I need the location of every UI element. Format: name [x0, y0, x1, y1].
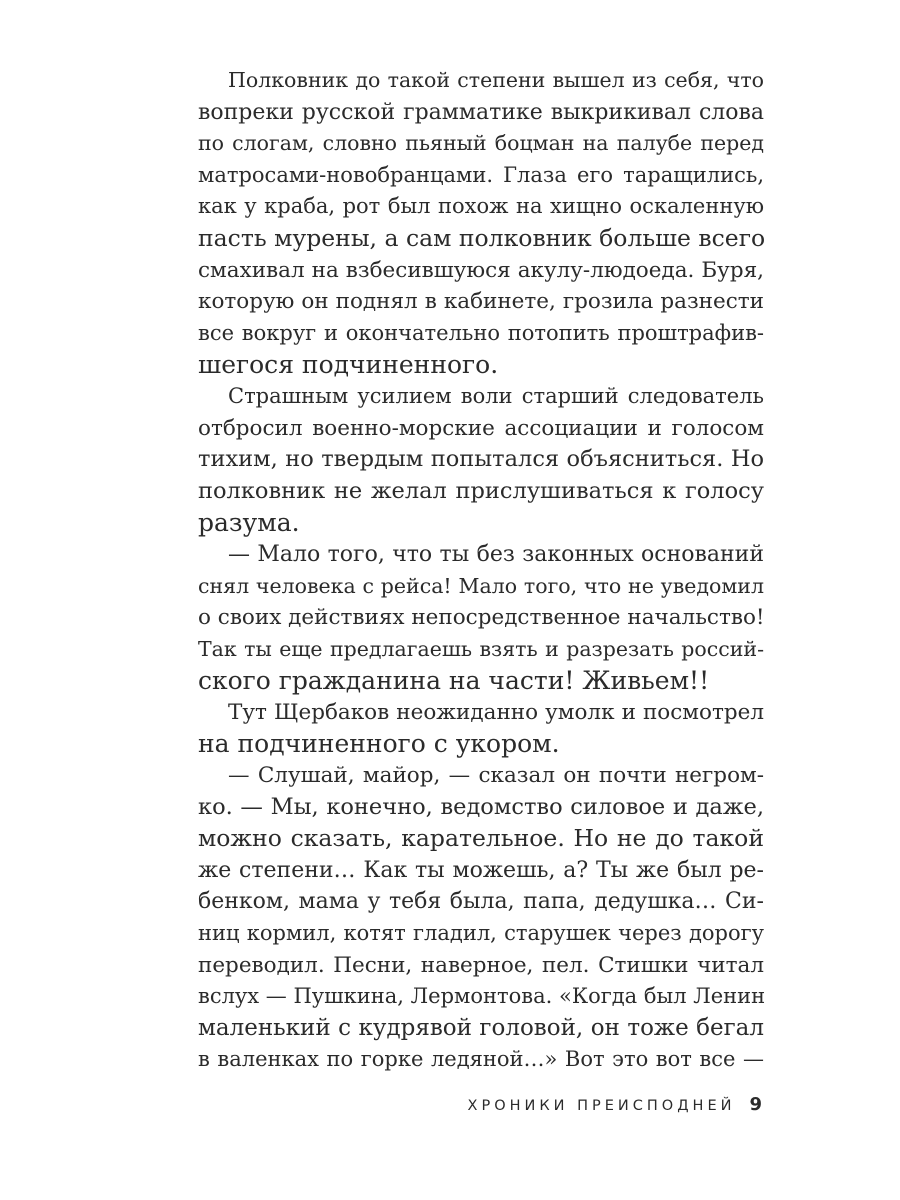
paragraph [198, 65, 764, 381]
paragraph [198, 697, 764, 760]
text-line: отбросил военно-морские ассоциации и голосом [198, 415, 764, 441]
text-line: на подчиненного с укором. [198, 729, 560, 759]
text-line: пасть мурены, а сам полковник больше всего [198, 223, 766, 252]
text-line: — Слушай, майор, — сказал он почти негром- [228, 763, 764, 789]
text-line: же степени… Как ты можешь, а? Ты же был ре- [198, 857, 764, 883]
paragraph [198, 539, 764, 697]
page-number: 9 [749, 1094, 762, 1115]
text-line: переводил. Песни, наверное, пел. Стишки читал [198, 952, 764, 978]
text-line: которую он поднял в кабинете, грозила разнести [198, 289, 764, 315]
text-line: в валенках по горке ледяной…» Вот это вот все — [198, 1047, 764, 1072]
text-line: ниц кормил, котят гладил, старушек через дорогу [198, 921, 764, 946]
text-line: маленький с кудрявой головой, он тоже бегал [198, 1014, 764, 1041]
text-line: Так ты еще предлагаешь взять и разрезать россий- [198, 636, 764, 661]
text-line: Полковник до такой степени вышел из себя, что [228, 68, 764, 92]
text-line: матросами-новобранцами. Глаза его таращились, [198, 162, 764, 187]
text-line: снял человека с рейса! Мало того, что не уведомил [198, 573, 764, 598]
text-line: вопреки русской грамматике выкрикивал слова [198, 99, 764, 125]
paragraph [198, 381, 764, 539]
text-line: о своих действиях непосредственное начальство! [198, 605, 765, 631]
paragraph [198, 760, 764, 1076]
text-line: разума. [198, 508, 300, 538]
page-footer [468, 1094, 762, 1115]
text-line: ко. — Мы, конечно, ведомство силовое и даже, [198, 793, 764, 820]
text-line: смахивал на взбесившуюся акулу-людоеда. Буря, [198, 257, 764, 283]
text-line: ского гражданина на части! Живьем!! [198, 666, 710, 696]
text-line: Тут Щербаков неожиданно умолк и посмотрел [228, 699, 764, 725]
text-line: вслух — Пушкина, Лермонтова. «Когда был Ленин [198, 984, 766, 1009]
text-line: шегося подчиненного. [198, 350, 499, 380]
text-line: по слогам, словно пьяный боцман на палубе перед [198, 131, 764, 156]
text-line: бенком, мама у тебя была, папа, дедушка… Си- [198, 889, 764, 915]
running-title: ХРОНИКИ ПРЕИСПОДНЕЙ [467, 1098, 736, 1114]
body-text [198, 65, 764, 1076]
text-line: все вокруг и окончательно потопить проштрафив- [198, 320, 764, 345]
text-line: можно сказать, карательное. Но не до такой [198, 824, 764, 853]
text-line: как у краба, рот был похож на хищно оскаленную [198, 194, 764, 219]
text-line: тихим, но твердым попытался объясниться. Но [198, 446, 764, 473]
text-line: Страшным усилием воли старший следователь [228, 383, 764, 408]
text-line: полковник не желал прислушиваться к голосу [198, 477, 764, 504]
text-line: — Мало того, что ты без законных оснований [228, 541, 764, 567]
